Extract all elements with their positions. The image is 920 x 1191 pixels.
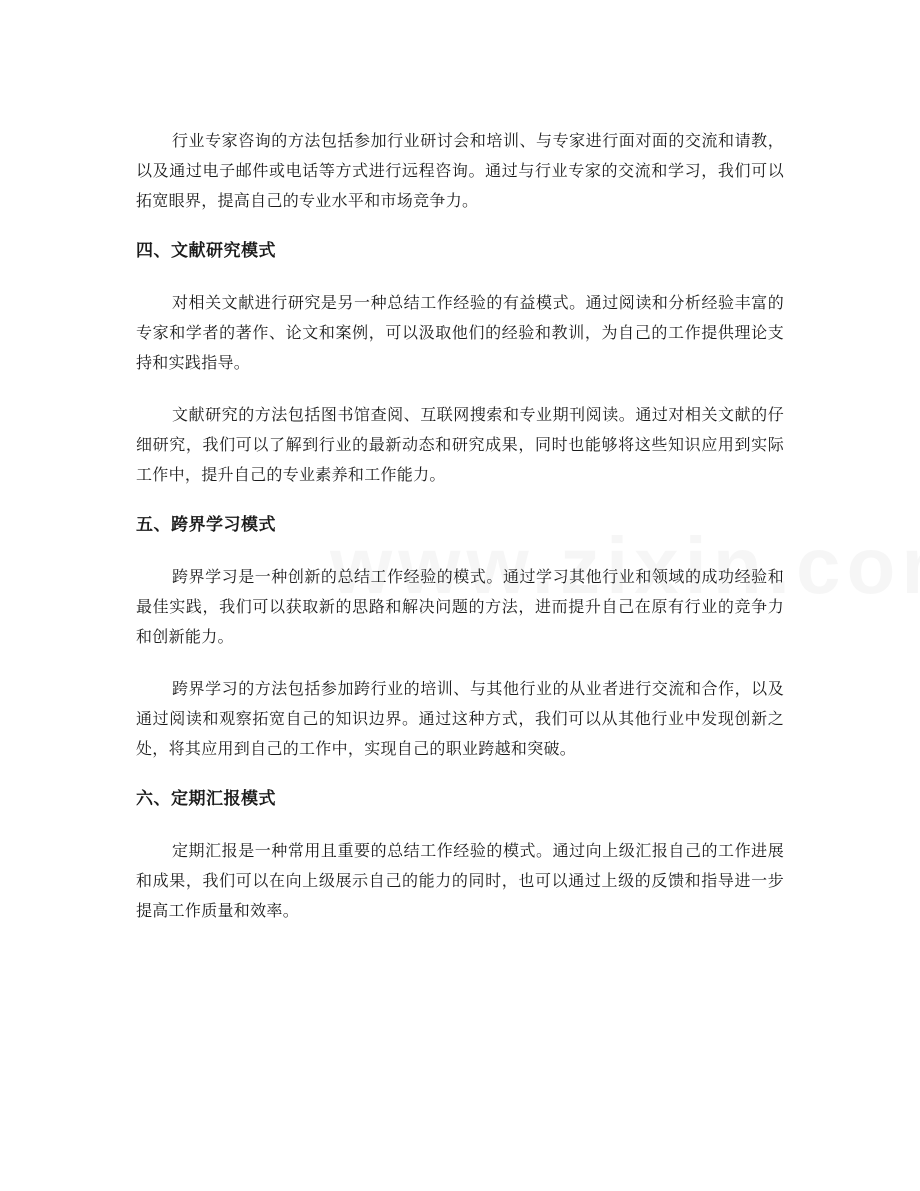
paragraph-literature-methods: 文献研究的方法包括图书馆查阅、互联网搜索和专业期刊阅读。通过对相关文献的仔细研究，我们可以了解到行业的最新动态和研究成果，同时也能够将这些知识应用到实际工作中，提升自己的专业素养和工作能力。 [136,405,784,484]
paragraph-literature-intro: 对相关文献进行研究是另一种总结工作经验的有益模式。通过阅读和分析经验丰富的专家和学者的著作、论文和案例，可以汲取他们的经验和教训，为自己的工作提供理论支持和实践指导。 [136,293,784,372]
heading-literature-research: 四、文献研究模式 [136,241,276,261]
paragraph-cross-domain-intro: 跨界学习是一种创新的总结工作经验的模式。通过学习其他行业和领域的成功经验和最佳实践，我们可以获取新的思路和解决问题的方法，进而提升自己在原有行业的竞争力和创新能力。 [136,567,784,646]
heading-regular-reporting: 六、定期汇报模式 [136,789,276,809]
paragraph-expert-consult-methods: 行业专家咨询的方法包括参加行业研讨会和培训、与专家进行面对面的交流和请教，以及通过电子邮件或电话等方式进行远程咨询。通过与行业专家的交流和学习，我们可以拓宽眼界，提高自己的专业水平和市场竞争力。 [136,131,784,210]
paragraph-cross-domain-methods: 跨界学习的方法包括参加跨行业的培训、与其他行业的从业者进行交流和合作，以及通过阅读和观察拓宽自己的知识边界。通过这种方式，我们可以从其他行业中发现创新之处，将其应用到自己的工作中，实现自己的职业跨越和突破。 [136,679,784,758]
document-body [136,126,784,948]
heading-cross-domain-learning: 五、跨界学习模式 [136,515,276,535]
paragraph-regular-reporting: 定期汇报是一种常用且重要的总结工作经验的模式。通过向上级汇报自己的工作进展和成果，我们可以在向上级展示自己的能力的同时，也可以通过上级的反馈和指导进一步提高工作质量和效率。 [136,841,784,920]
